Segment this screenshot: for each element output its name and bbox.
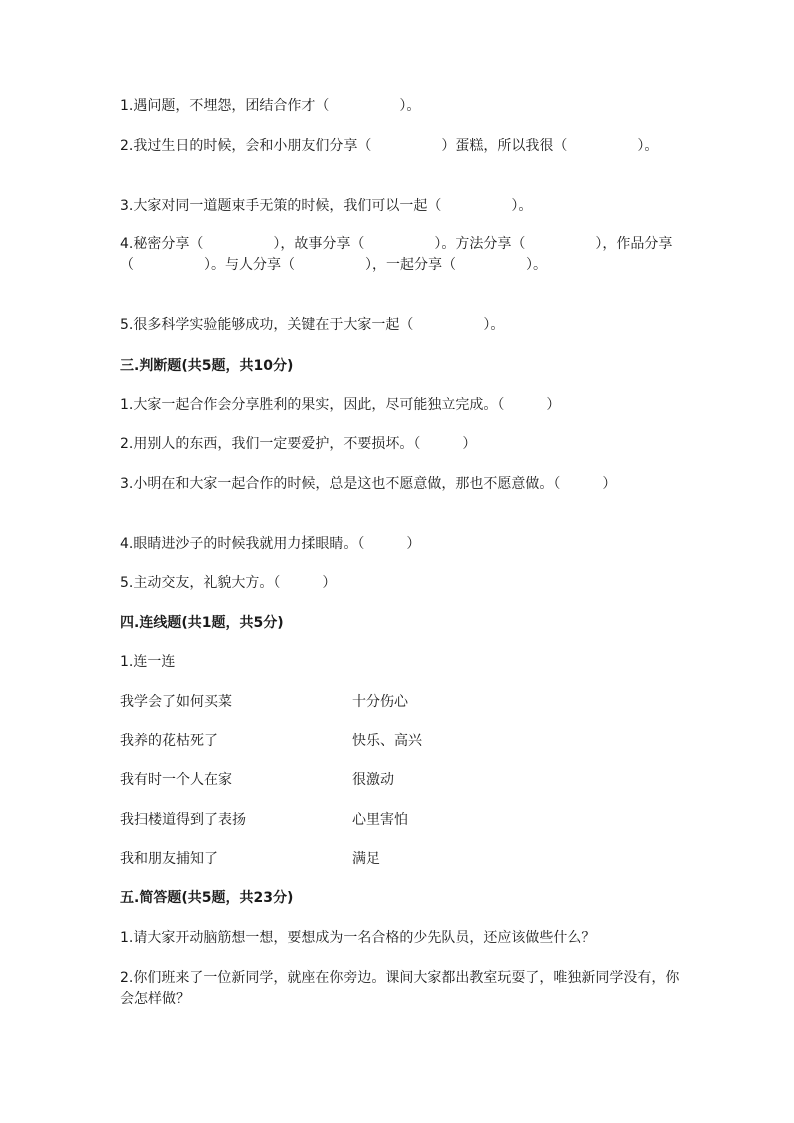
judgement-question-4: 4.眼睛进沙子的时候我就用力揉眼睛。（ ） [120,536,421,552]
match-left-5: 我和朋友捕知了 [120,851,218,867]
short-answer-question-1: 1.请大家开动脑筋想一想，要想成为一名合格的少先队员，还应该做些什么？ [120,930,596,946]
matching-question: 1.连一连 [120,654,176,670]
judgement-question-5: 5.主动交友，礼貌大方。（ ） [120,575,337,591]
fill-question-4: 4.秘密分享（ ），故事分享（ ）。方法分享（ ），作品分享（ ）。与人分享（ ），一起分享（ ）。 [120,236,673,273]
judgement-question-1: 1.大家一起合作会分享胜利的果实，因此，尽可能独立完成。（ ） [120,397,561,413]
match-right-1: 十分伤心 [352,694,408,710]
match-left-4: 我扫楼道得到了表扬 [120,812,246,828]
section-title-matching: 四.连线题(共1题，共5分) [120,615,284,631]
match-right-5: 满足 [352,851,380,867]
section-title-judgement: 三.判断题(共5题，共10分) [120,358,294,374]
short-answer-question-2: 2.你们班来了一位新同学，就座在你旁边。课间大家都出教室玩耍了，唯独新同学没有，你会怎样做？ [120,970,680,1007]
fill-question-1: 1.遇问题，不埋怨，团结合作才（ ）。 [120,98,421,114]
match-left-2: 我养的花枯死了 [120,733,218,749]
fill-question-2: 2.我过生日的时候，会和小朋友们分享（ ）蛋糕，所以我很（ ）。 [120,138,659,154]
match-left-1: 我学会了如何买菜 [120,694,232,710]
match-right-2: 快乐、高兴 [352,733,422,749]
match-right-3: 很激动 [352,772,394,788]
judgement-question-2: 2.用别人的东西，我们一定要爱护，不要损坏。（ ） [120,436,477,452]
section-title-short-answer: 五.简答题(共5题，共23分) [120,890,294,906]
judgement-question-3: 3.小明在和大家一起合作的时候，总是这也不愿意做，那也不愿意做。（ ） [120,476,617,492]
match-left-3: 我有时一个人在家 [120,772,232,788]
fill-question-3: 3.大家对同一道题束手无策的时候，我们可以一起（ ）。 [120,198,533,214]
match-right-4: 心里害怕 [352,812,408,828]
fill-question-5: 5.很多科学实验能够成功，关键在于大家一起（ ）。 [120,317,505,333]
